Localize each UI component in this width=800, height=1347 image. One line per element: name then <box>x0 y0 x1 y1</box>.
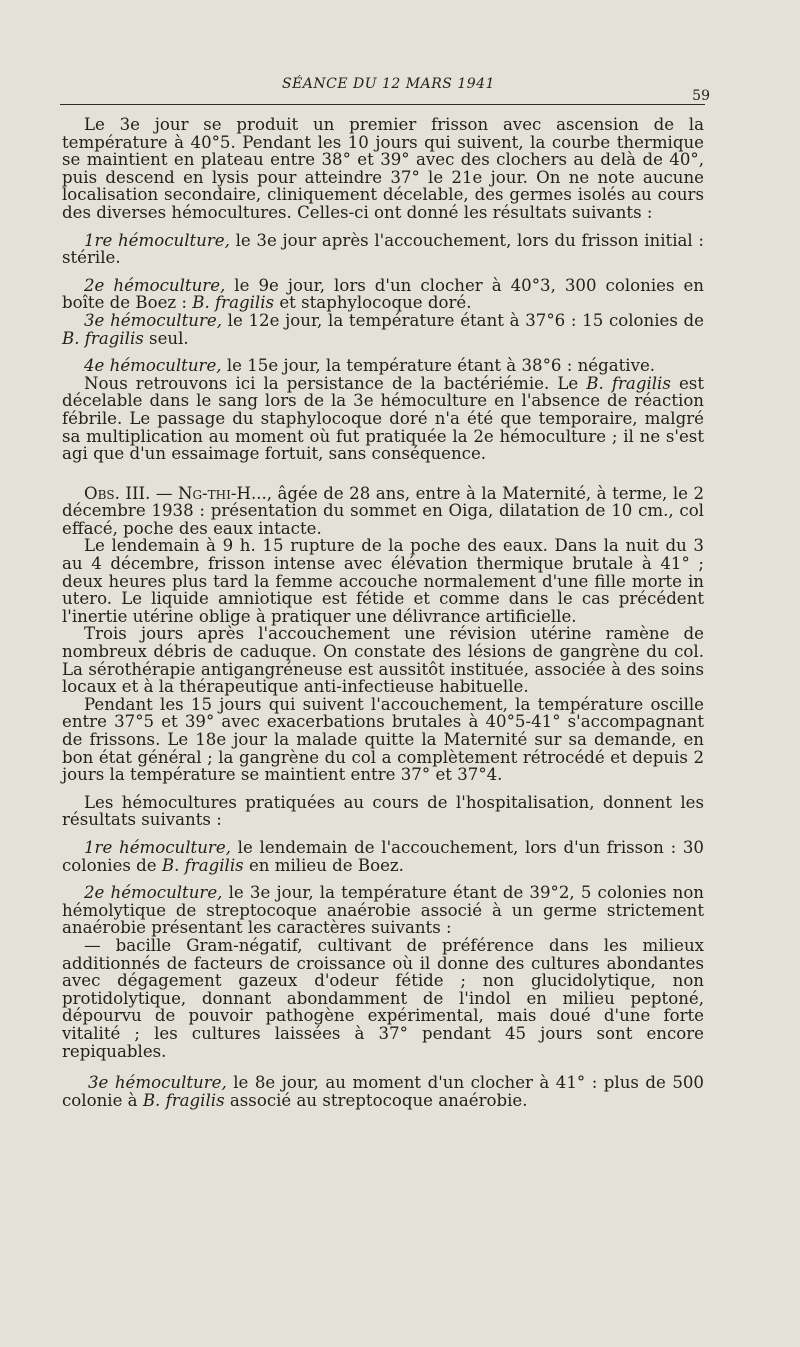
paragraph-hemoculture-3b: 3e hémoculture, le 8e jour, au moment d'un clocher à 41° : plus de 500 colonie à B. fragilis associé au streptocoque anaérobie. <box>62 1073 704 1110</box>
species-name: B. fragilis <box>192 293 275 313</box>
hemoculture-label: 4e hémoculture, <box>84 356 222 376</box>
running-title: SÉANCE DU 12 MARS 1941 <box>282 76 495 92</box>
species-name: B. fragilis <box>586 373 671 393</box>
header-rule <box>60 104 705 105</box>
paragraph-bacillus-description: — bacille Gram-négatif, cultivant de préférence dans les milieux additionnés de facteurs de croissance où il donne des cultures abondantes avec dégagement gazeux d'odeur fétide ; non glucidolytique, non protidolytique, donnant abondamment de l'indol en milieu peptoné, dépourvu de pouvoir pathogène expérimental, mais doué d'une forte vitalité ; les cultures laissées à 37° pendant 45 jours sont encore repiquables. <box>62 935 704 1061</box>
page-body <box>62 116 704 1109</box>
paragraph-hemoculture-1: 1re hémoculture, le 3e jour après l'accouchement, lors du frisson initial : stérile. <box>62 230 704 268</box>
hemoculture-label: 3e hémoculture, <box>84 310 222 330</box>
paragraph-uterine-revision: Trois jours après l'accouchement une révision utérine ramène de nombreux débris de caduque. On constate des lésions de gangrène du col. La sérothérapie antigangréneuse est aussitôt instituée, associée à des soins locaux et à la thérapeutique anti-infectieuse habituelle. <box>62 624 704 697</box>
paragraph-observation-3: Obs. III. — Ng-thi-H..., âgée de 28 ans, entre à la Maternité, à terme, le 2 décembre 1938 : présentation du sommet en Oiga, dilatation de 10 cm., col effacé, poche des eaux intacte. <box>62 483 704 538</box>
species-name: B. fragilis <box>142 1090 225 1110</box>
hemoculture-label: 2e hémoculture, <box>84 883 223 903</box>
species-name: B. fragilis <box>62 328 144 348</box>
paragraph-hemoculture-results: Les hémocultures pratiquées au cours de l'hospitalisation, donnent les résultats suivants : <box>62 792 704 830</box>
paragraph-temperature: Pendant les 15 jours qui suivent l'accouchement, la température oscille entre 37°5 et 39° avec exacerbations brutales à 40°5-41° s'accompagnant de frissons. Le 18e jour la malade quitte la Maternité sur sa demande, en bon état général ; la gangrène du col a complètement rétrocédé et depuis 2 jours la température se maintient entre 37° et 37°4. <box>62 694 704 785</box>
hemoculture-label: 2e hémoculture, <box>84 275 226 295</box>
paragraph-hemoculture-1b: 1re hémoculture, le lendemain de l'accouchement, lors d'un frisson : 30 colonies de B. fragilis en milieu de Boez. <box>62 837 704 875</box>
page-number: 59 <box>692 88 710 104</box>
paragraph-hemoculture-2: 2e hémoculture, le 9e jour, lors d'un clocher à 40°3, 300 colonies en boîte de Boez : B. fragilis et staphylocoque doré. <box>62 275 704 313</box>
paragraph-delivery: Le lendemain à 9 h. 15 rupture de la poche des eaux. Dans la nuit du 3 au 4 décembre, frisson intense avec élévation thermique brutale à 41° ; deux heures plus tard la femme accouche normalement d'une fille morte in utero. Le liquide amniotique est fétide et comme dans le cas précédent l'inertie utérine oblige à pratiquer une délivrance artificielle. <box>62 536 704 626</box>
observation-label: Obs. III. — Ng-thi-H..., <box>84 483 273 503</box>
paragraph-hemoculture-4: 4e hémoculture, le 15e jour, la température étant à 38°6 : négative. <box>84 356 656 376</box>
species-name: B. fragilis <box>161 855 244 875</box>
hemoculture-label: 1re hémoculture, <box>84 230 230 250</box>
hemoculture-label: 3e hémoculture, <box>88 1073 227 1093</box>
paragraph-hemoculture-3: 3e hémoculture, le 12e jour, la température étant à 37°6 : 15 colonies de B. fragilis seul. <box>62 310 704 348</box>
paragraph-hemoculture-2b: 2e hémoculture, le 3e jour, la température étant de 39°2, 5 colonies non hémolytique de streptocoque anaérobie associé à un germe strictement anaérobie présentant les caractères suivants : <box>62 883 704 938</box>
paragraph-fever-course: Le 3e jour se produit un premier frisson avec ascension de la température à 40°5. Pendant les 10 jours qui suivent, la courbe thermique se maintient en plateau entre 38° et 39° avec des clochers au delà de 40°, puis descend en lysis pour atteindre 37° le 21e jour. On ne note aucune localisation secondaire, cliniquement décelable, des germes isolés au cours des diverses hémocultures. Celles-ci ont donné les résultats suivants : <box>62 115 704 222</box>
page-header <box>60 74 710 106</box>
paragraph-bacteriemia: Nous retrouvons ici la persistance de la bactériémie. Le B. fragilis est décelable dans le sang lors de la 3e hémoculture en l'absence de réaction fébrile. Le passage du staphylocoque doré n'a été que temporaire, malgré sa multiplication au moment où fut pratiquée la 2e hémoculture ; il ne s'est agi que d'un essaimage fortuit, sans conséquence. <box>62 373 704 464</box>
hemoculture-label: 1re hémoculture, <box>84 837 231 857</box>
